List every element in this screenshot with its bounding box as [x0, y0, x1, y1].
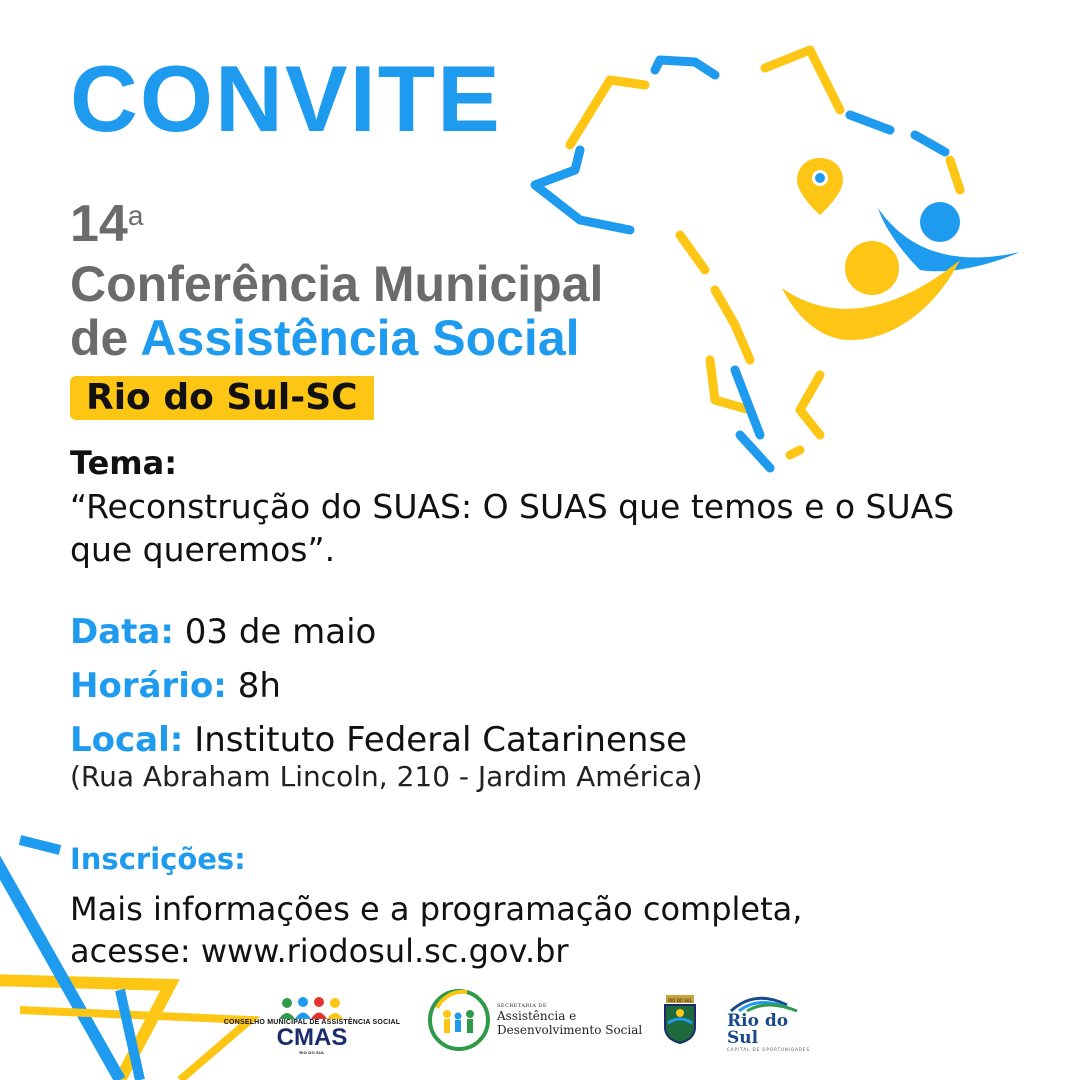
cmas-people-icon — [257, 997, 367, 1019]
time-value: 8h — [237, 666, 281, 706]
bridge-arc-icon — [727, 991, 807, 1013]
page-title: CONVITE — [70, 46, 502, 151]
conference-title-prefix: de — [70, 310, 129, 366]
place-value: Instituto Federal Catarinense — [194, 720, 688, 760]
edition-number — [70, 195, 144, 253]
conference-title-line2 — [70, 312, 580, 365]
sads-emblem-icon — [427, 988, 491, 1052]
sads-logo — [427, 987, 642, 1053]
theme-text: “Reconstrução do SUAS: O SUAS que temos e o SUAS que queremos”. — [70, 487, 955, 569]
sads-prefix: SECRETARIA DE — [497, 1003, 548, 1009]
date-row — [70, 612, 376, 652]
cmas-logo — [222, 985, 402, 1055]
registration-line2[interactable]: acesse: www.riodosul.sc.gov.br — [70, 932, 569, 970]
theme-label: Tema: — [70, 444, 178, 482]
date-label: Data: — [70, 612, 174, 652]
cmas-full-name: CONSELHO MUNICIPAL DE ASSISTÊNCIA SOCIAL — [223, 1019, 401, 1026]
registration-text — [70, 888, 802, 972]
cmas-sub: RIO DO SUL — [299, 1050, 325, 1055]
place-row — [70, 720, 687, 760]
time-label: Horário: — [70, 666, 227, 706]
registration-label: Inscrições: — [70, 842, 246, 876]
edition-ordinal: a — [127, 200, 144, 231]
city-badge: Rio do Sul-SC — [70, 376, 374, 420]
registration-line1: Mais informações e a programação completa, — [70, 890, 803, 928]
sads-line1: Assistência e — [497, 1009, 577, 1023]
edition-digits: 14 — [70, 195, 128, 253]
rio-do-sul-tagline: CAPITAL DE OPORTUNIDADES — [727, 1047, 811, 1052]
people-figures-icon — [782, 202, 1020, 340]
place-label: Local: — [70, 720, 184, 760]
place-address: (Rua Abraham Lincoln, 210 - Jardim América) — [70, 760, 703, 793]
sads-line2: Desenvolvimento Social — [497, 1023, 643, 1037]
crest-icon — [662, 993, 698, 1045]
date-value: 03 de maio — [184, 612, 377, 652]
rio-do-sul-crest — [662, 993, 698, 1045]
crest-text: RIO DO SUL — [668, 998, 692, 1003]
conference-title-highlight: Assistência Social — [140, 310, 580, 366]
location-pin-icon — [797, 158, 843, 215]
conference-title-line1: Conferência Municipal — [70, 256, 604, 312]
cmas-acronym: CMAS — [276, 1024, 348, 1051]
sponsor-logos — [222, 985, 822, 1055]
time-row — [70, 666, 281, 706]
rio-do-sul-name: Rio do Sul — [727, 1011, 789, 1048]
rio-do-sul-logo — [727, 991, 822, 1052]
